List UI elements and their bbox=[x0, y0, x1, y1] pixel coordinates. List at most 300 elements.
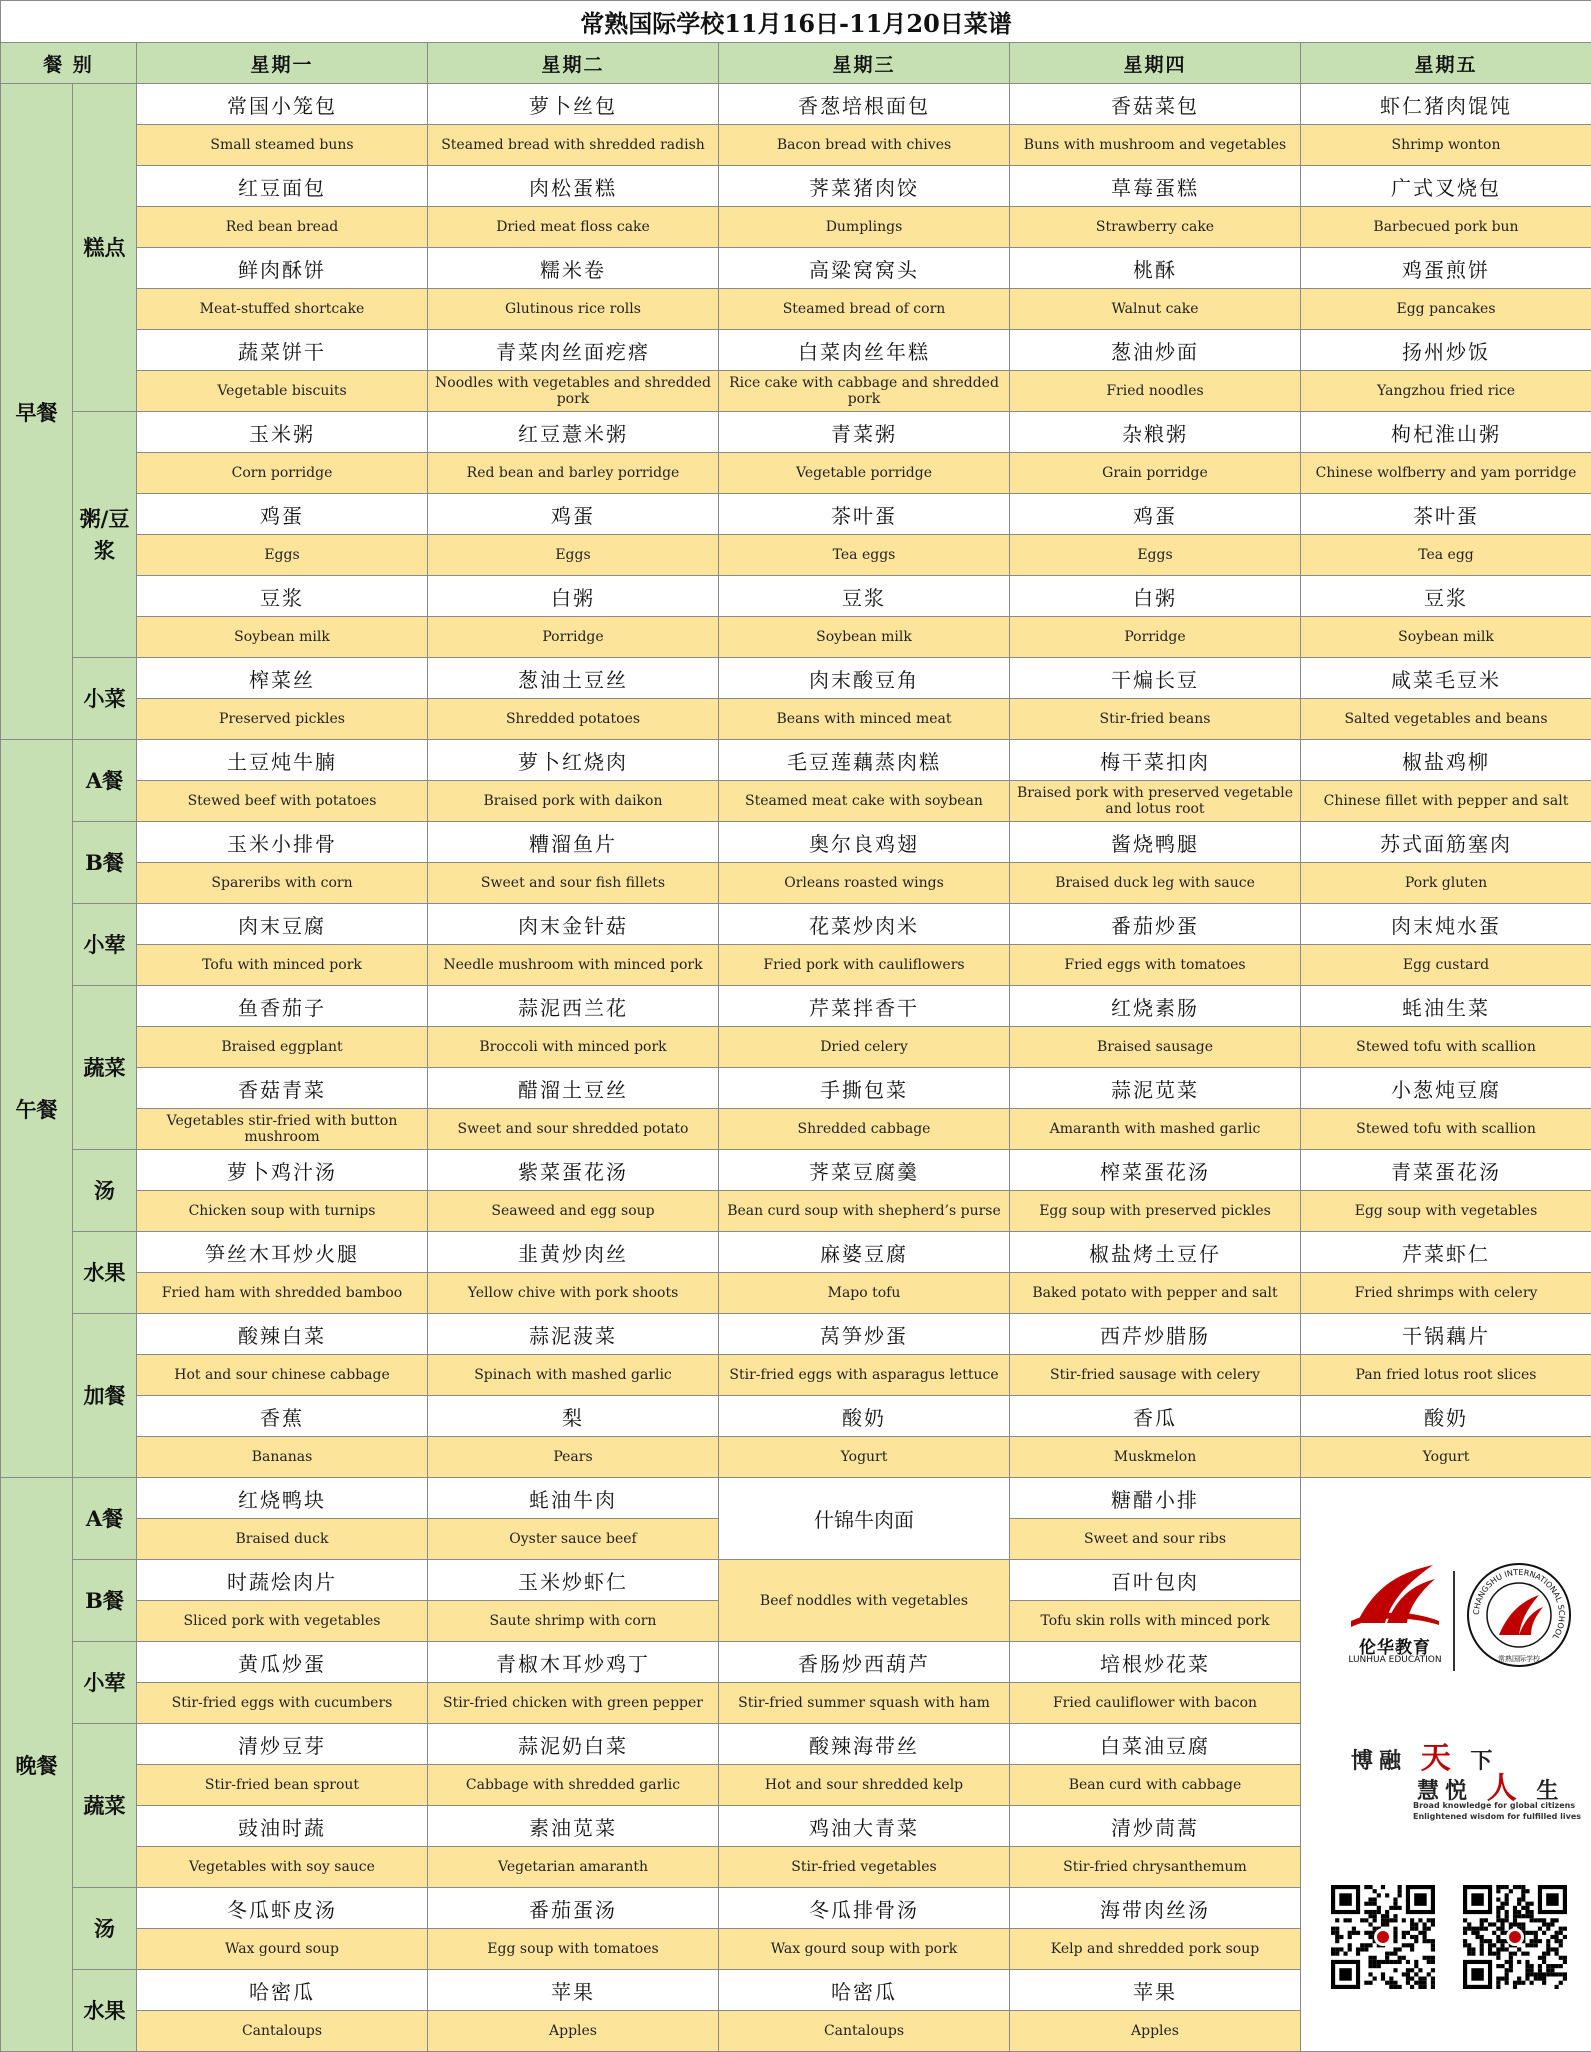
lunch-veg-zh-row bbox=[1, 1068, 1591, 1109]
dish-name-zh: 手撕包菜 bbox=[719, 1068, 1010, 1109]
dish-name-en: Chicken soup with turnips bbox=[137, 1191, 428, 1232]
dish-name-en: Stir-fried sausage with celery bbox=[1010, 1355, 1301, 1396]
breakfast-pastry-en-row bbox=[1, 125, 1591, 166]
category-label-extra: 加餐 bbox=[73, 1314, 137, 1478]
dish-name-zh: 酸辣海带丝 bbox=[719, 1724, 1010, 1765]
lunch-veg-zh-row bbox=[1, 986, 1591, 1027]
dish-name-en: Kelp and shredded pork soup bbox=[1010, 1929, 1301, 1970]
dish-name-zh: 鸡油大青菜 bbox=[719, 1806, 1010, 1847]
lunch-side_meat-zh-row bbox=[1, 904, 1591, 945]
dish-name-zh: 杂粮粥 bbox=[1010, 412, 1301, 453]
dish-name-en: Hot and sour chinese cabbage bbox=[137, 1355, 428, 1396]
dish-name-zh: 玉米炒虾仁 bbox=[428, 1560, 719, 1601]
dish-name-en: Steamed meat cake with soybean bbox=[719, 781, 1010, 822]
dish-name-en: Buns with mushroom and vegetables bbox=[1010, 125, 1301, 166]
dish-name-zh: 葱油炒面 bbox=[1010, 330, 1301, 371]
category-label-side_meat: 小荤 bbox=[73, 904, 137, 986]
category-label-porridge: 粥/豆浆 bbox=[73, 412, 137, 658]
dish-name-zh: 糖醋小排 bbox=[1010, 1478, 1301, 1519]
dish-name-en: Cantaloups bbox=[137, 2011, 428, 2052]
dish-name-en: Hot and sour shredded kelp bbox=[719, 1765, 1010, 1806]
dish-name-zh: 肉末炖水蛋 bbox=[1301, 904, 1591, 945]
dish-name-en: Vegetarian amaranth bbox=[428, 1847, 719, 1888]
dish-name-en: Strawberry cake bbox=[1010, 207, 1301, 248]
dish-name-zh: 鲜肉酥饼 bbox=[137, 248, 428, 289]
dish-name-en: Sweet and sour shredded potato bbox=[428, 1109, 719, 1150]
dish-name-zh: 香蕉 bbox=[137, 1396, 428, 1437]
dish-name-en: Vegetable porridge bbox=[719, 453, 1010, 494]
dish-name-en: Tea eggs bbox=[719, 535, 1010, 576]
dish-name-zh: 红烧鸭块 bbox=[137, 1478, 428, 1519]
lunch-extra-zh-row bbox=[1, 1396, 1591, 1437]
dish-name-en: Stir-fried bean sprout bbox=[137, 1765, 428, 1806]
dish-name-zh: 榨菜丝 bbox=[137, 658, 428, 699]
dish-name-zh: 白菜肉丝年糕 bbox=[719, 330, 1010, 371]
dish-name-en: Pork gluten bbox=[1301, 863, 1591, 904]
dish-name-en: Fried eggs with tomatoes bbox=[1010, 945, 1301, 986]
dish-name-en: Bananas bbox=[137, 1437, 428, 1478]
dish-name-zh: 梅干菜扣肉 bbox=[1010, 740, 1301, 781]
dish-name-en: Chinese wolfberry and yam porridge bbox=[1301, 453, 1591, 494]
branding-panel bbox=[1301, 1478, 1591, 2052]
dish-name-zh: 白粥 bbox=[1010, 576, 1301, 617]
dish-name-zh: 萝卜鸡汁汤 bbox=[137, 1150, 428, 1191]
dish-name-en: Wax gourd soup with pork bbox=[719, 1929, 1010, 1970]
dish-name-zh: 苏式面筋塞肉 bbox=[1301, 822, 1591, 863]
dish-name-en: Yellow chive with pork shoots bbox=[428, 1273, 719, 1314]
dish-name-zh: 麻婆豆腐 bbox=[719, 1232, 1010, 1273]
category-label-set_a: A餐 bbox=[73, 1478, 137, 1560]
dish-name-en: Porridge bbox=[1010, 617, 1301, 658]
dish-name-en: Braised eggplant bbox=[137, 1027, 428, 1068]
breakfast-pastry-zh-row bbox=[1, 330, 1591, 371]
dish-name-zh: 清炒茼蒿 bbox=[1010, 1806, 1301, 1847]
dish-name-en: Amaranth with mashed garlic bbox=[1010, 1109, 1301, 1150]
dish-name-zh: 醋溜土豆丝 bbox=[428, 1068, 719, 1109]
breakfast-pickles-en-row bbox=[1, 699, 1591, 740]
dish-name-en: Dumplings bbox=[719, 207, 1010, 248]
dish-name-zh: 素油苋菜 bbox=[428, 1806, 719, 1847]
dish-name-en: Eggs bbox=[428, 535, 719, 576]
dish-name-zh: 青菜蛋花汤 bbox=[1301, 1150, 1591, 1191]
dish-name-en: Salted vegetables and beans bbox=[1301, 699, 1591, 740]
breakfast-porridge-en-row bbox=[1, 617, 1591, 658]
dish-name-en: Egg pancakes bbox=[1301, 289, 1591, 330]
dish-name-en: Broccoli with minced pork bbox=[428, 1027, 719, 1068]
breakfast-pastry-zh-row bbox=[1, 248, 1591, 289]
dish-name-zh: 豆浆 bbox=[137, 576, 428, 617]
breakfast-label: 早餐 bbox=[1, 84, 73, 740]
dish-name-zh: 枸杞淮山粥 bbox=[1301, 412, 1591, 453]
dish-name-zh: 豆浆 bbox=[1301, 576, 1591, 617]
dish-name-zh: 香菇菜包 bbox=[1010, 84, 1301, 125]
dish-name-en: Stir-fried beans bbox=[1010, 699, 1301, 740]
dish-name-en: Steamed bread with shredded radish bbox=[428, 125, 719, 166]
dish-name-zh: 蔬菜饼干 bbox=[137, 330, 428, 371]
dish-name-en: Wax gourd soup bbox=[137, 1929, 428, 1970]
brand-name-en: LUNHUA EDUCATION bbox=[1347, 1655, 1443, 1665]
dish-name-zh: 虾仁猪肉馄饨 bbox=[1301, 84, 1591, 125]
category-label-fruit: 水果 bbox=[73, 1232, 137, 1314]
dish-name-en: Glutinous rice rolls bbox=[428, 289, 719, 330]
dish-name-zh: 海带肉丝汤 bbox=[1010, 1888, 1301, 1929]
dish-name-en: Cantaloups bbox=[719, 2011, 1010, 2052]
breakfast-pastry-en-row bbox=[1, 289, 1591, 330]
dish-name-en: Dried meat floss cake bbox=[428, 207, 719, 248]
dish-name-zh: 香葱培根面包 bbox=[719, 84, 1010, 125]
dish-name-en: Egg soup with preserved pickles bbox=[1010, 1191, 1301, 1232]
dish-name-en: Bean curd soup with shepherd’s purse bbox=[719, 1191, 1010, 1232]
dish-name-zh: 蚝油生菜 bbox=[1301, 986, 1591, 1027]
dish-name-zh: 花菜炒肉米 bbox=[719, 904, 1010, 945]
breakfast-pastry-en-row bbox=[1, 207, 1591, 248]
dish-name-zh: 荠菜豆腐羹 bbox=[719, 1150, 1010, 1191]
category-label-set_a: A餐 bbox=[73, 740, 137, 822]
lunch-fruit-zh-row bbox=[1, 1232, 1591, 1273]
dish-name-zh: 豉油时蔬 bbox=[137, 1806, 428, 1847]
dish-name-en: Stir-fried eggs with cucumbers bbox=[137, 1683, 428, 1724]
dish-name-en: Orleans roasted wings bbox=[719, 863, 1010, 904]
dish-name-zh: 糯米卷 bbox=[428, 248, 719, 289]
dish-name-zh: 鱼香茄子 bbox=[137, 986, 428, 1027]
breakfast-porridge-zh-row bbox=[1, 494, 1591, 535]
dish-name-zh: 荠菜猪肉饺 bbox=[719, 166, 1010, 207]
dish-name-en: Soybean milk bbox=[719, 617, 1010, 658]
dish-name-en: Preserved pickles bbox=[137, 699, 428, 740]
school-seal bbox=[1465, 1561, 1573, 1669]
category-label-set_b: B餐 bbox=[73, 822, 137, 904]
lunch-extra-zh-row bbox=[1, 1314, 1591, 1355]
dish-name-en: Braised duck leg with sauce bbox=[1010, 863, 1301, 904]
dinner-label: 晚餐 bbox=[1, 1478, 73, 2052]
dish-name-en: Sliced pork with vegetables bbox=[137, 1601, 428, 1642]
dish-name-zh: 干煸长豆 bbox=[1010, 658, 1301, 699]
dish-name-zh: 草莓蛋糕 bbox=[1010, 166, 1301, 207]
lunch-fruit-en-row bbox=[1, 1273, 1591, 1314]
dish-name-en: Stewed beef with potatoes bbox=[137, 781, 428, 822]
category-label-fruit: 水果 bbox=[73, 1970, 137, 2052]
dish-name-en: Muskmelon bbox=[1010, 1437, 1301, 1478]
slogan-part: 下 bbox=[1470, 1748, 1498, 1774]
dish-name-zh: 肉末酸豆角 bbox=[719, 658, 1010, 699]
dish-name-en: Eggs bbox=[137, 535, 428, 576]
dish-name-en: Yogurt bbox=[719, 1437, 1010, 1478]
sail-logo-icon bbox=[1347, 1561, 1443, 1631]
lunch-veg-en-row bbox=[1, 1109, 1591, 1150]
dish-name-en: Stir-fried chicken with green pepper bbox=[428, 1683, 719, 1724]
dish-name-zh: 哈密瓜 bbox=[719, 1970, 1010, 2011]
dish-name-en: Rice cake with cabbage and shredded pork bbox=[719, 371, 1010, 412]
dish-name-zh: 糟溜鱼片 bbox=[428, 822, 719, 863]
dish-name-zh: 椒盐鸡柳 bbox=[1301, 740, 1591, 781]
seal-cn-text: 常熟国际学校 bbox=[1498, 1654, 1541, 1663]
dish-name-zh: 培根炒花菜 bbox=[1010, 1642, 1301, 1683]
dish-name-zh: 玉米小排骨 bbox=[137, 822, 428, 863]
dish-name-en: Stir-fried eggs with asparagus lettuce bbox=[719, 1355, 1010, 1396]
dish-name-en: Pan fried lotus root slices bbox=[1301, 1355, 1591, 1396]
seal-ring-text: CHANGSHU INTERNATIONAL SCHOOL bbox=[1472, 1567, 1566, 1641]
slogan-part: 博融 bbox=[1351, 1748, 1407, 1774]
dish-name-zh: 红烧素肠 bbox=[1010, 986, 1301, 1027]
dish-name-zh: 紫菜蛋花汤 bbox=[428, 1150, 719, 1191]
dish-name-zh: 青菜肉丝面疙瘩 bbox=[428, 330, 719, 371]
brand-name-zh: 伦华教育 bbox=[1347, 1633, 1443, 1658]
category-label-side_meat: 小荤 bbox=[73, 1642, 137, 1724]
dish-name-en: Stewed tofu with scallion bbox=[1301, 1109, 1591, 1150]
dish-name-zh: 青椒木耳炒鸡丁 bbox=[428, 1642, 719, 1683]
dish-name-zh: 茶叶蛋 bbox=[719, 494, 1010, 535]
dish-name-zh: 鸡蛋 bbox=[1010, 494, 1301, 535]
dish-name-en: Soybean milk bbox=[1301, 617, 1591, 658]
dish-name-en: Fried shrimps with celery bbox=[1301, 1273, 1591, 1314]
dish-name-zh: 肉末豆腐 bbox=[137, 904, 428, 945]
qr-code-icon bbox=[1331, 1885, 1435, 1989]
breakfast-pickles-zh-row bbox=[1, 658, 1591, 699]
category-label-pastry: 糕点 bbox=[73, 84, 137, 412]
slogan-part: 生 bbox=[1536, 1778, 1564, 1804]
breakfast-porridge-en-row bbox=[1, 535, 1591, 576]
day-header-fri: 星期五 bbox=[1301, 43, 1591, 84]
dish-name-en: Vegetable biscuits bbox=[137, 371, 428, 412]
dish-name-en: Eggs bbox=[1010, 535, 1301, 576]
dish-name-zh: 白粥 bbox=[428, 576, 719, 617]
dish-name-zh: 肉松蛋糕 bbox=[428, 166, 719, 207]
dish-name-en: Egg custard bbox=[1301, 945, 1591, 986]
dish-name-en: Beans with minced meat bbox=[719, 699, 1010, 740]
dish-name-en: Yogurt bbox=[1301, 1437, 1591, 1478]
dish-name-en: Egg soup with vegetables bbox=[1301, 1191, 1591, 1232]
dish-name-zh: 鸡蛋 bbox=[137, 494, 428, 535]
category-label-set_b: B餐 bbox=[73, 1560, 137, 1642]
dish-name-en: Shrimp wonton bbox=[1301, 125, 1591, 166]
dish-name-en: Tea egg bbox=[1301, 535, 1591, 576]
dish-name-en: Cabbage with shredded garlic bbox=[428, 1765, 719, 1806]
dish-name-en: Braised duck bbox=[137, 1519, 428, 1560]
dish-name-zh: 土豆炖牛腩 bbox=[137, 740, 428, 781]
dish-name-zh: 干锅藕片 bbox=[1301, 1314, 1591, 1355]
category-label-veg: 蔬菜 bbox=[73, 1724, 137, 1888]
dish-name-en: Spinach with mashed garlic bbox=[428, 1355, 719, 1396]
dish-name-en: Egg soup with tomatoes bbox=[428, 1929, 719, 1970]
dish-name-zh: 白菜油豆腐 bbox=[1010, 1724, 1301, 1765]
branding-wrap bbox=[1301, 1505, 1591, 2025]
dish-name-zh: 奥尔良鸡翅 bbox=[719, 822, 1010, 863]
day-header-tue: 星期二 bbox=[428, 43, 719, 84]
dish-name-en: Stewed tofu with scallion bbox=[1301, 1027, 1591, 1068]
dish-name-en: Yangzhou fried rice bbox=[1301, 371, 1591, 412]
dish-name-en: Fried ham with shredded bamboo bbox=[137, 1273, 428, 1314]
dish-name-en: Stir-fried chrysanthemum bbox=[1010, 1847, 1301, 1888]
dish-name-en: Red bean bread bbox=[137, 207, 428, 248]
dish-name-zh: 香瓜 bbox=[1010, 1396, 1301, 1437]
dish-name-en: Pears bbox=[428, 1437, 719, 1478]
category-label-soup: 汤 bbox=[73, 1150, 137, 1232]
category-label-soup: 汤 bbox=[73, 1888, 137, 1970]
dish-name-en: Sweet and sour ribs bbox=[1010, 1519, 1301, 1560]
breakfast-pastry-en-row bbox=[1, 371, 1591, 412]
qr-code-icon bbox=[1463, 1885, 1567, 1989]
dish-name-zh: 时蔬烩肉片 bbox=[137, 1560, 428, 1601]
breakfast-pastry-zh-row bbox=[1, 84, 1591, 125]
dish-name-zh: 西芹炒腊肠 bbox=[1010, 1314, 1301, 1355]
logo-divider bbox=[1453, 1571, 1455, 1671]
lunch-set_b-en-row bbox=[1, 863, 1591, 904]
lunch-set_b-zh-row bbox=[1, 822, 1591, 863]
dish-name-en: Tofu skin rolls with minced pork bbox=[1010, 1601, 1301, 1642]
dish-name-en: Fried cauliflower with bacon bbox=[1010, 1683, 1301, 1724]
dish-name-zh: 红豆面包 bbox=[137, 166, 428, 207]
dish-name-en: Shredded potatoes bbox=[428, 699, 719, 740]
day-header-mon: 星期一 bbox=[137, 43, 428, 84]
lunch-extra-en-row bbox=[1, 1355, 1591, 1396]
category-label-veg: 蔬菜 bbox=[73, 986, 137, 1150]
dish-name-zh: 酱烧鸭腿 bbox=[1010, 822, 1301, 863]
day-header-wed: 星期三 bbox=[719, 43, 1010, 84]
slogan-part: 慧悦 bbox=[1417, 1778, 1473, 1804]
dish-name-zh: 玉米粥 bbox=[137, 412, 428, 453]
dish-name-zh: 哈密瓜 bbox=[137, 1970, 428, 2011]
dish-name-zh: 韭黄炒肉丝 bbox=[428, 1232, 719, 1273]
dish-name-zh: 蒜泥苋菜 bbox=[1010, 1068, 1301, 1109]
slogan-part-red: 天 bbox=[1421, 1741, 1457, 1776]
wed-special-en: Beef noddles with vegetables bbox=[719, 1560, 1010, 1642]
dish-name-zh: 鸡蛋煎饼 bbox=[1301, 248, 1591, 289]
dish-name-zh: 椒盐烤土豆仔 bbox=[1010, 1232, 1301, 1273]
dish-name-zh: 榨菜蛋花汤 bbox=[1010, 1150, 1301, 1191]
dish-name-zh: 青菜粥 bbox=[719, 412, 1010, 453]
lunch-extra-en-row bbox=[1, 1437, 1591, 1478]
dish-name-zh: 蚝油牛肉 bbox=[428, 1478, 719, 1519]
dish-name-zh: 毛豆莲藕蒸肉糕 bbox=[719, 740, 1010, 781]
dish-name-zh: 酸奶 bbox=[719, 1396, 1010, 1437]
dish-name-zh: 小葱炖豆腐 bbox=[1301, 1068, 1591, 1109]
dish-name-en: Vegetables with soy sauce bbox=[137, 1847, 428, 1888]
dish-name-zh: 豆浆 bbox=[719, 576, 1010, 617]
dish-name-en: Corn porridge bbox=[137, 453, 428, 494]
breakfast-porridge-zh-row bbox=[1, 412, 1591, 453]
dish-name-zh: 冬瓜虾皮汤 bbox=[137, 1888, 428, 1929]
dish-name-en: Small steamed buns bbox=[137, 125, 428, 166]
dish-name-en: Tofu with minced pork bbox=[137, 945, 428, 986]
dish-name-en: Soybean milk bbox=[137, 617, 428, 658]
dish-name-en: Needle mushroom with minced pork bbox=[428, 945, 719, 986]
dish-name-zh: 香肠炒西葫芦 bbox=[719, 1642, 1010, 1683]
dish-name-zh: 百叶包肉 bbox=[1010, 1560, 1301, 1601]
dish-name-en: Meat-stuffed shortcake bbox=[137, 289, 428, 330]
slogan-en-2: Enlightened wisdom for fulfilled lives bbox=[1413, 1812, 1581, 1821]
dish-name-zh: 笋丝木耳炒火腿 bbox=[137, 1232, 428, 1273]
dish-name-zh: 蒜泥奶白菜 bbox=[428, 1724, 719, 1765]
dish-name-en: Fried pork with cauliflowers bbox=[719, 945, 1010, 986]
dish-name-en: Braised pork with preserved vegetable and lotus root bbox=[1010, 781, 1301, 822]
dish-name-en: Spareribs with corn bbox=[137, 863, 428, 904]
dish-name-en: Sweet and sour fish fillets bbox=[428, 863, 719, 904]
dish-name-en: Walnut cake bbox=[1010, 289, 1301, 330]
dish-name-zh: 红豆薏米粥 bbox=[428, 412, 719, 453]
dish-name-zh: 清炒豆芽 bbox=[137, 1724, 428, 1765]
breakfast-porridge-en-row bbox=[1, 453, 1591, 494]
dish-name-zh: 萝卜红烧肉 bbox=[428, 740, 719, 781]
dish-name-en: Baked potato with pepper and salt bbox=[1010, 1273, 1301, 1314]
dish-name-zh: 茶叶蛋 bbox=[1301, 494, 1591, 535]
dish-name-en: Fried noodles bbox=[1010, 371, 1301, 412]
lunhua-logo bbox=[1347, 1561, 1443, 1661]
lunch-set_a-en-row bbox=[1, 781, 1591, 822]
slogan-part-red: 人 bbox=[1487, 1771, 1523, 1806]
lunch-veg-en-row bbox=[1, 1027, 1591, 1068]
dish-name-en: Red bean and barley porridge bbox=[428, 453, 719, 494]
dish-name-zh: 苹果 bbox=[428, 1970, 719, 2011]
school-seal-icon bbox=[1465, 1561, 1573, 1669]
dish-name-zh: 冬瓜排骨汤 bbox=[719, 1888, 1010, 1929]
dish-name-zh: 广式叉烧包 bbox=[1301, 166, 1591, 207]
dish-name-zh: 番茄炒蛋 bbox=[1010, 904, 1301, 945]
dish-name-en: Shredded cabbage bbox=[719, 1109, 1010, 1150]
dish-name-zh: 蒜泥菠菜 bbox=[428, 1314, 719, 1355]
dish-name-zh: 香菇青菜 bbox=[137, 1068, 428, 1109]
dish-name-zh: 梨 bbox=[428, 1396, 719, 1437]
dish-name-zh: 扬州炒饭 bbox=[1301, 330, 1591, 371]
category-label-pickles: 小菜 bbox=[73, 658, 137, 740]
dish-name-zh: 芹菜拌香干 bbox=[719, 986, 1010, 1027]
dish-name-en: Bacon bread with chives bbox=[719, 125, 1010, 166]
breakfast-pastry-zh-row bbox=[1, 166, 1591, 207]
page-title: 常熟国际学校11月16日-11月20日菜谱 bbox=[1, 1, 1591, 43]
dish-name-zh: 咸菜毛豆米 bbox=[1301, 658, 1591, 699]
lunch-soup-zh-row bbox=[1, 1150, 1591, 1191]
lunch-label: 午餐 bbox=[1, 740, 73, 1478]
dish-name-zh: 鸡蛋 bbox=[428, 494, 719, 535]
meal-type-header: 餐 别 bbox=[1, 43, 137, 84]
wed-special-zh: 什锦牛肉面 bbox=[719, 1478, 1010, 1560]
slogan-en-1: Broad knowledge for global citizens bbox=[1413, 1801, 1575, 1810]
dish-name-zh: 桃酥 bbox=[1010, 248, 1301, 289]
dish-name-en: Apples bbox=[1010, 2011, 1301, 2052]
dish-name-en: Barbecued pork bun bbox=[1301, 207, 1591, 248]
dish-name-en: Mapo tofu bbox=[719, 1273, 1010, 1314]
dish-name-zh: 酸奶 bbox=[1301, 1396, 1591, 1437]
dish-name-en: Vegetables stir-fried with button mushroom bbox=[137, 1109, 428, 1150]
dish-name-zh: 蒜泥西兰花 bbox=[428, 986, 719, 1027]
dish-name-en: Bean curd with cabbage bbox=[1010, 1765, 1301, 1806]
dish-name-en: Saute shrimp with corn bbox=[428, 1601, 719, 1642]
dish-name-en: Braised sausage bbox=[1010, 1027, 1301, 1068]
dish-name-en: Apples bbox=[428, 2011, 719, 2052]
dish-name-en: Chinese fillet with pepper and salt bbox=[1301, 781, 1591, 822]
dish-name-zh: 肉末金针菇 bbox=[428, 904, 719, 945]
dish-name-en: Grain porridge bbox=[1010, 453, 1301, 494]
dinner-set-a-zh-row bbox=[1, 1478, 1591, 1519]
dish-name-zh: 酸辣白菜 bbox=[137, 1314, 428, 1355]
dish-name-zh: 番茄蛋汤 bbox=[428, 1888, 719, 1929]
dish-name-zh: 高粱窝窝头 bbox=[719, 248, 1010, 289]
dish-name-zh: 常国小笼包 bbox=[137, 84, 428, 125]
lunch-soup-en-row bbox=[1, 1191, 1591, 1232]
dish-name-zh: 莴笋炒蛋 bbox=[719, 1314, 1010, 1355]
dish-name-zh: 黄瓜炒蛋 bbox=[137, 1642, 428, 1683]
dish-name-en: Steamed bread of corn bbox=[719, 289, 1010, 330]
dish-name-zh: 葱油土豆丝 bbox=[428, 658, 719, 699]
dish-name-en: Stir-fried vegetables bbox=[719, 1847, 1010, 1888]
dish-name-en: Seaweed and egg soup bbox=[428, 1191, 719, 1232]
dish-name-en: Oyster sauce beef bbox=[428, 1519, 719, 1560]
dish-name-en: Porridge bbox=[428, 617, 719, 658]
dish-name-en: Noodles with vegetables and shredded pork bbox=[428, 371, 719, 412]
day-header-thu: 星期四 bbox=[1010, 43, 1301, 84]
breakfast-porridge-zh-row bbox=[1, 576, 1591, 617]
slogan bbox=[1331, 1733, 1571, 1813]
dish-name-zh: 芹菜虾仁 bbox=[1301, 1232, 1591, 1273]
